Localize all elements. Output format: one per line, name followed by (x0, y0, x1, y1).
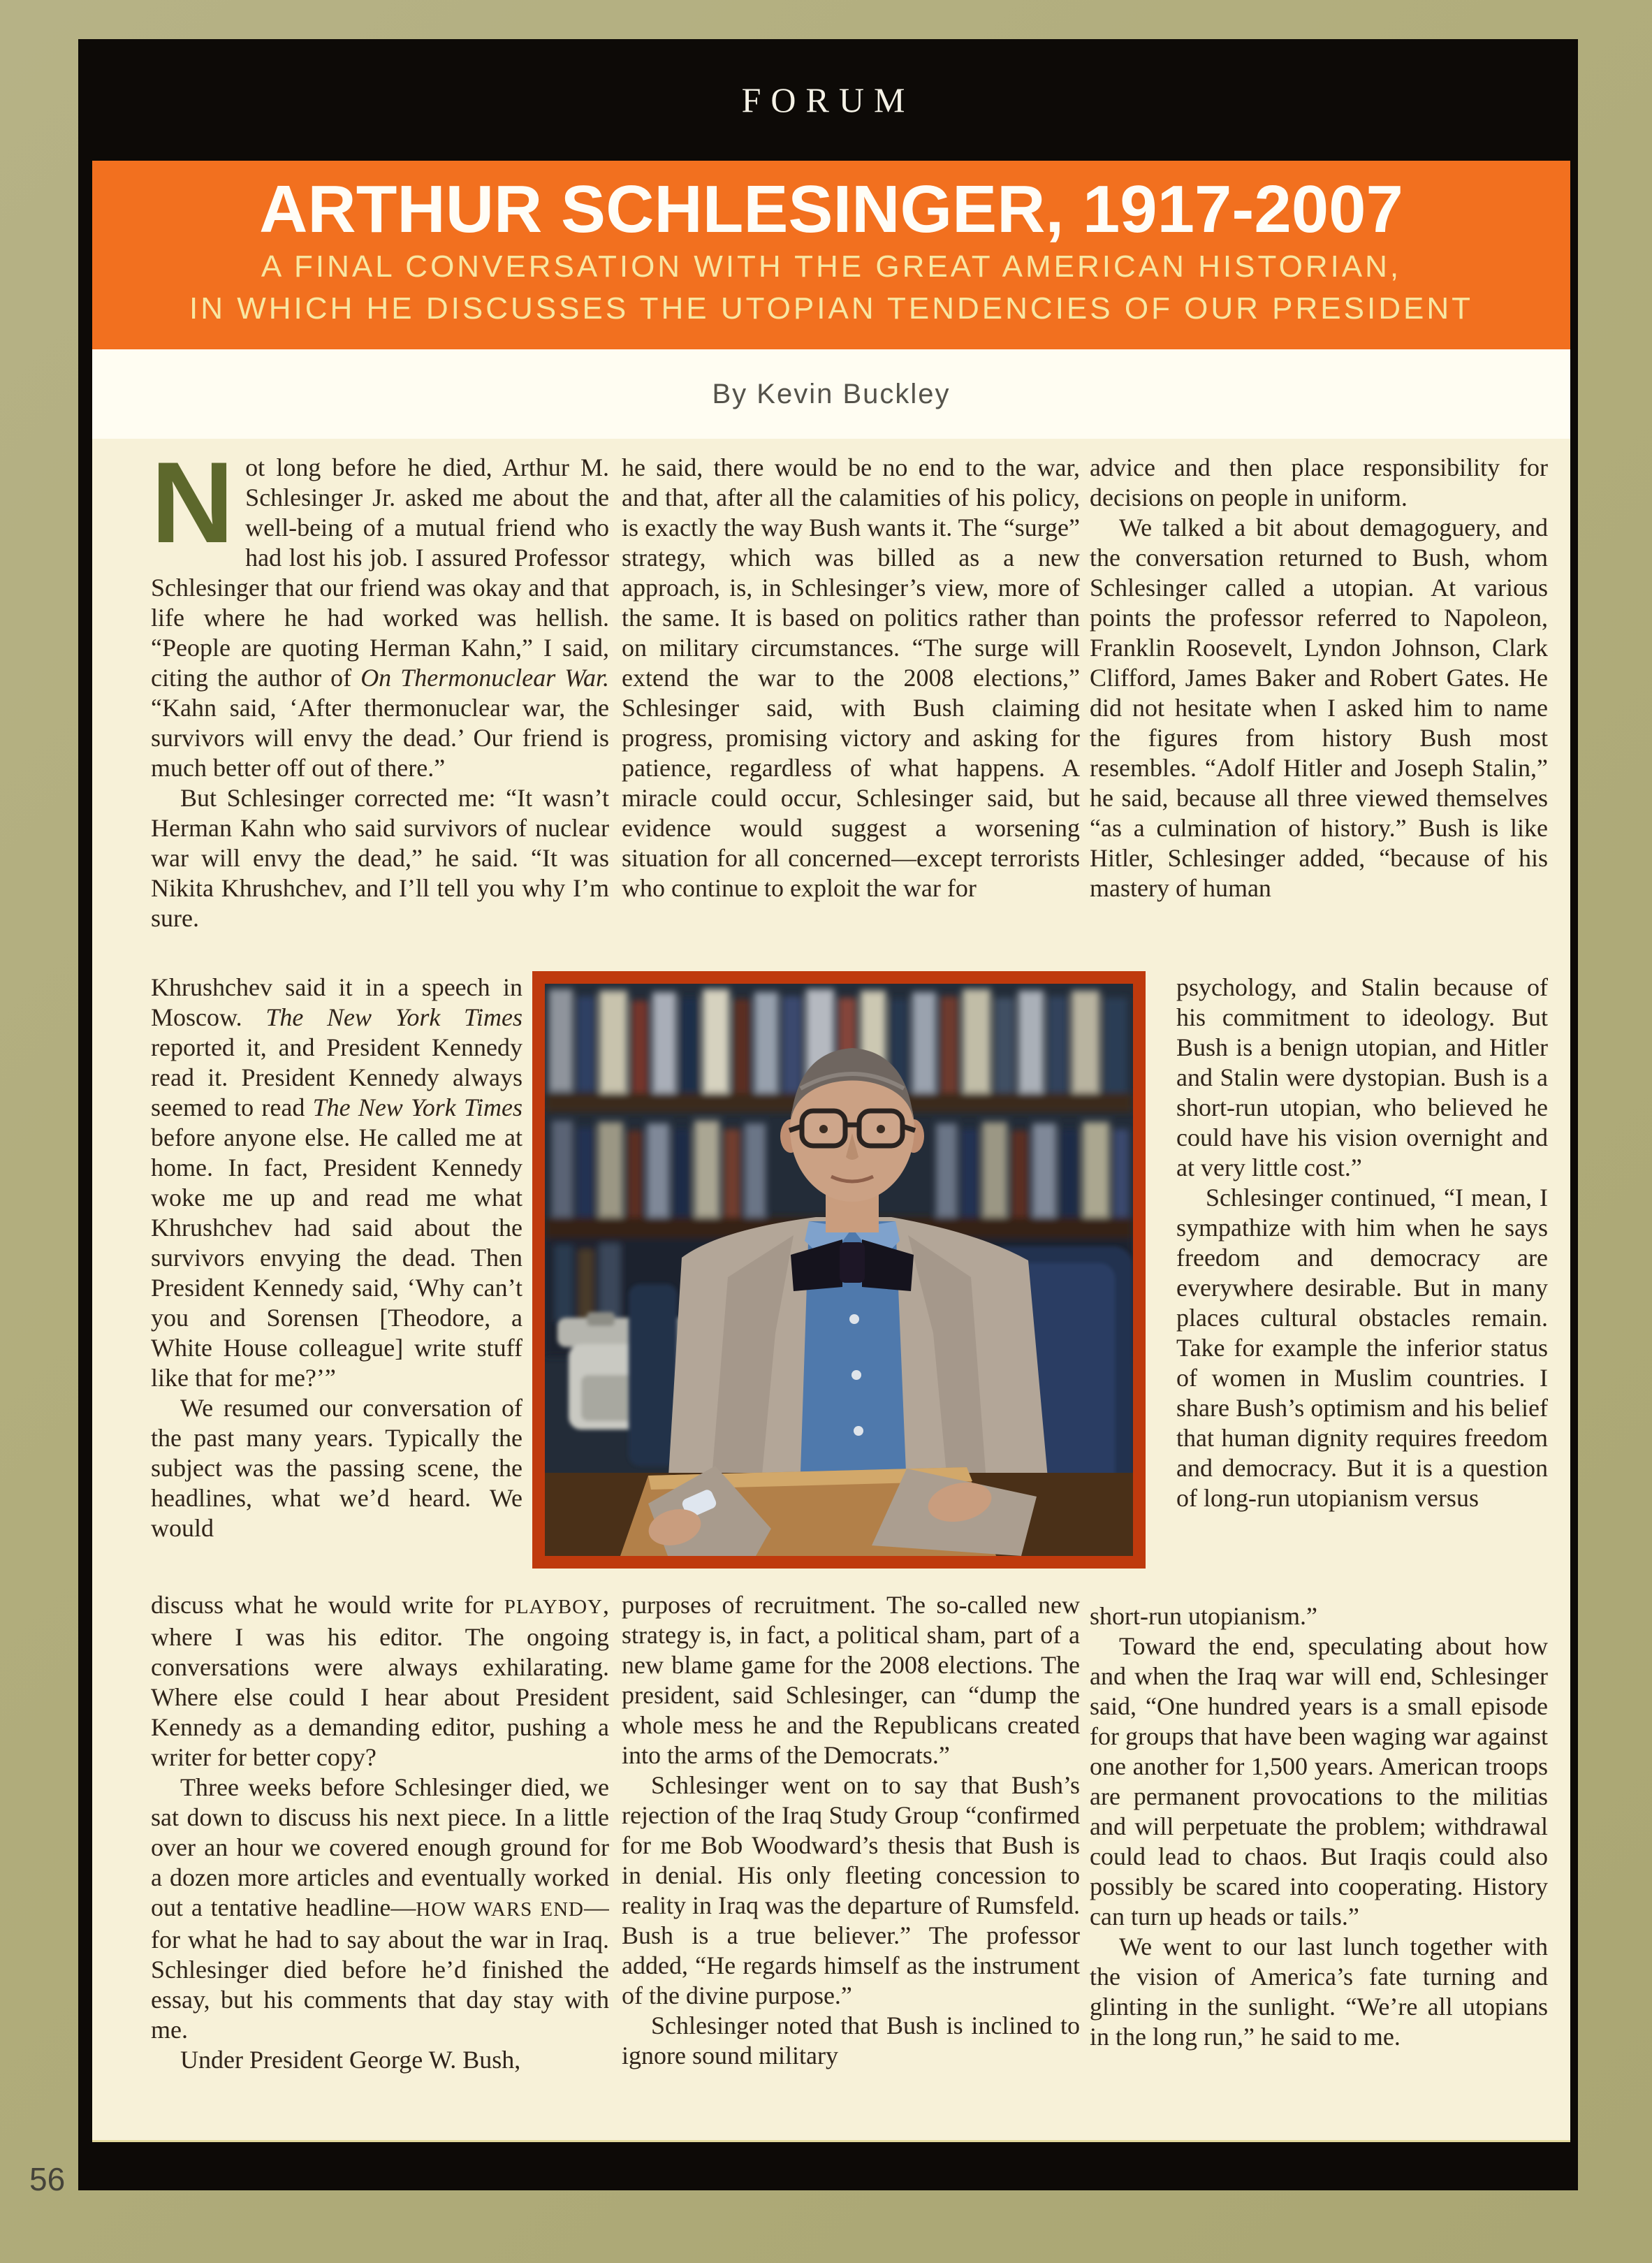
column1-segment-beside-photo (151, 973, 522, 1587)
column2-segment-top (622, 453, 1080, 966)
paragraph (151, 1773, 609, 2045)
paragraph (622, 453, 1080, 903)
text-run: We talked a bit about demagoguery, and the conversation returned to Bush, whom Schlesinger called a utopian. At various points the professor referred to Napoleon, Franklin Roosevelt, Lyndon Johnson, Clark Clifford, James Baker and Robert Gates. He did not hesitate when I asked him to name the figures from history Bush most resembles. “Adolf Hitler and Joseph Stalin,” he said, because all three viewed themselves “as a culmination of history.” Bush is like Hitler, Schlesinger added, “because of his mastery of human (1090, 514, 1548, 902)
text-run: Toward the end, speculating about how and when the Iraq war will end, Schlesinger said, “One hundred years is a small episode for groups that have been waging war against one another for 1,500 years. American troops are permanent provocations to the militias and will perpetuate the problem; withdrawal could lead to chaos. But Iraqis could also possibly be scared into cooperating. History can turn up heads or tails.” (1090, 1632, 1548, 1930)
page-backing (78, 39, 1578, 2190)
text-run: ot long before he died, Arthur M. Schlesinger Jr. asked me about the well-being of a mutual friend who had lost his job. I assured Professor Schlesinger that our friend was okay and that life where he had worked was hellish. “People are quoting Herman Kahn,” I said, citing the author of (151, 453, 609, 692)
paragraph (1090, 1932, 1548, 2052)
text-run: before anyone else. He called me at home. In fact, President Kennedy woke me up and read me what Khrushchev had said about the survivors envying the dead. Then President Kennedy said, ‘Why can’t you and Sorensen [Theodore, a White House colleague] write stuff like that for me?’” (151, 1123, 522, 1392)
paragraph (622, 1770, 1080, 2011)
column3-segment-top (1090, 453, 1548, 966)
text-run: —for what he had to say about the war in Iraq. Schlesinger died before he’d finished the essay, but his comments that day stay with me. (151, 1893, 609, 2044)
forum-kicker-text: FORUM (741, 80, 915, 119)
text-run: On Thermonuclear War. (360, 664, 609, 692)
paragraph (151, 1590, 609, 1773)
paragraph (151, 973, 522, 1393)
drop-cap: N (151, 453, 235, 567)
magazine-page (92, 161, 1570, 2142)
schlesinger-photo (532, 971, 1146, 1569)
byline-bar (92, 349, 1570, 439)
text-run: Schlesinger went on to say that Bush’s rejection of the Iraq Study Group “confirmed for me Bob Woodward’s thesis that Bush is in denial. His only fleeting concession to reality in Iraq was the departure of Rumsfeld. Bush is a true believer.” The professor added, “He regards himself as the instrument of the divine purpose.” (622, 1771, 1080, 2009)
text-run: Three weeks before Schlesinger died, we sat down to discuss his next piece. In a little over an hour we covered enough ground for a dozen more articles and eventually worked out a tentative headline— (151, 1773, 609, 1921)
paragraph (1176, 1183, 1548, 1513)
text-run: “Kahn said, ‘After thermonuclear war, the survivors will envy the dead.’ Our friend is much better off out of there.” (151, 694, 609, 782)
article-body (92, 439, 1570, 2140)
article-title: ARTHUR SCHLESINGER, 1917-2007 (259, 172, 1403, 247)
column3-segment-bottom (1090, 1601, 1548, 2137)
text-run: reported it, and President Kennedy read it. President Kennedy always seemed to read (151, 1033, 522, 1121)
text-run: HOW WARS END (416, 1898, 584, 1921)
schlesinger-photo-illustration (545, 984, 1133, 1556)
text-run: short-run utopianism.” (1090, 1602, 1317, 1630)
forum-kicker (78, 39, 1578, 161)
text-run: PLAYBOY (504, 1596, 603, 1618)
column2-segment-bottom (622, 1590, 1080, 2135)
text-run: We resumed our conversation of the past many years. Typically the subject was the passing scene, the headlines, what we’d heard. We would (151, 1394, 522, 1542)
paragraph (1090, 1631, 1548, 1932)
paragraph (151, 783, 609, 933)
paragraph (1176, 973, 1548, 1183)
column3-segment-beside-photo (1176, 973, 1548, 1601)
page-number: 56 (29, 2161, 66, 2197)
text-run: The New York Times (312, 1093, 522, 1121)
text-run: The New York Times (265, 1003, 522, 1031)
paragraph (622, 2011, 1080, 2071)
text-run: purposes of recruitment. The so-called new strategy is, in fact, a political sham, part of a new blame game for the 2008 elections. The president, said Schlesinger, can “dump the whole mess he and the Republicans created into the arms of the Democrats.” (622, 1591, 1080, 1769)
title-banner (92, 161, 1570, 349)
paragraph (151, 453, 609, 783)
column1-segment-bottom (151, 1590, 609, 2135)
text-run: Schlesinger noted that Bush is inclined to ignore sound military (622, 2011, 1080, 2069)
text-run: We went to our last lunch together with the vision of America’s fate turning and glinting in the sunlight. “We’re all utopians in the long run,” he said to me. (1090, 1933, 1548, 2051)
text-run: , where I was his editor. The ongoing conversations were always exhilarating. Where else could I hear about President Kennedy as a demanding editor, pushing a writer for better copy? (151, 1591, 609, 1771)
text-run: discuss what he would write for (151, 1591, 504, 1619)
text-run: psychology, and Stalin because of his commitment to ideology. But Bush is a benign utopian, and Hitler and Stalin were dystopian. Bush is a short-run utopian, who believed he could have his vision overnight and at very little cost.” (1176, 973, 1548, 1181)
column1-segment-top (151, 453, 609, 966)
byline: By Kevin Buckley (712, 378, 951, 409)
paragraph (1090, 513, 1548, 903)
paragraph (151, 1393, 522, 1543)
text-run: Under President George W. Bush, (180, 2046, 521, 2074)
text-run: But Schlesinger corrected me: “It wasn’t Herman Kahn who said survivors of nuclear war will envy the dead,” he said. “It was Nikita Khrushchev, and I’ll tell you why I’m sure. (151, 784, 609, 932)
paragraph (1090, 1601, 1548, 1631)
text-run: advice and then place responsibility for decisions on people in uniform. (1090, 453, 1548, 511)
paragraph (622, 1590, 1080, 1770)
article-subtitle-line1: A FINAL CONVERSATION WITH THE GREAT AMERICAN HISTORIAN, (261, 249, 1402, 284)
paragraph (1090, 453, 1548, 513)
paragraph (151, 2045, 609, 2075)
text-run: he said, there would be no end to the war, and that, after all the calamities of his policy, is exactly the way Bush wants it. The “surge” strategy, which was billed as a new approach, is, in Schlesinger’s view, more of the same. It is based on politics rather than on military circumstances. “The surge will extend the war to the 2008 elections,” Schlesinger said, with Bush claiming progress, promising victory and asking for patience, regardless of what happens. A miracle could occur, Schlesinger said, but evidence would suggest a worsening situation for all concerned—except terrorists who continue to exploit the war for (622, 453, 1080, 902)
text-run: Schlesinger continued, “I mean, I sympathize with him when he says freedom and democracy are everywhere desirable. But in many places cultural obstacles remain. Take for example the inferior status of women in Muslim countries. I share Bush’s optimism and his belief that human dignity requires freedom and democracy. But it is a question of long-run utopianism versus (1176, 1184, 1548, 1512)
article-subtitle-line2: IN WHICH HE DISCUSSES THE UTOPIAN TENDENCIES OF OUR PRESIDENT (189, 291, 1473, 326)
desk (545, 1467, 1133, 1556)
text-run: Khrushchev said it in a speech in Moscow. (151, 973, 522, 1031)
